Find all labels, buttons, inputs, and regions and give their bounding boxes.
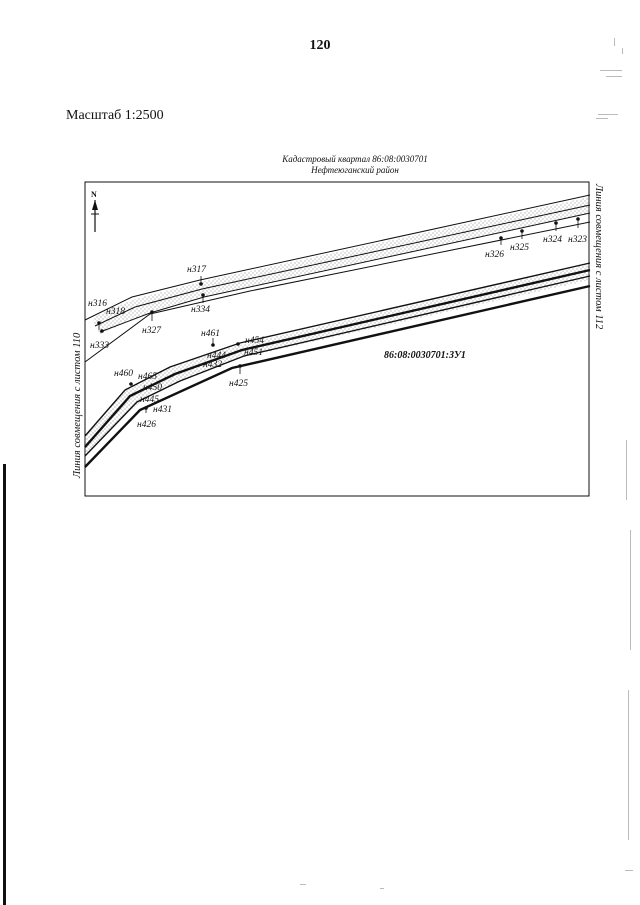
point-label-n450: н450 <box>143 383 162 393</box>
point-label-n465: н465 <box>138 372 157 382</box>
marker-n460 <box>129 382 133 386</box>
upper-corridor-fill <box>92 197 590 334</box>
point-label-n327: н327 <box>142 326 161 336</box>
page-number: 120 <box>309 38 331 53</box>
point-label-n324: н324 <box>543 235 562 245</box>
point-label-n425: н425 <box>229 379 248 389</box>
right-sheet-label: Линия совмещения с листом 112 <box>593 184 604 330</box>
point-label-n445: н445 <box>140 395 159 405</box>
point-label-n454: н454 <box>245 336 264 346</box>
scan-noise <box>300 38 633 889</box>
left-sheet-label: Линия совмещения с листом 110 <box>72 332 83 478</box>
marker-n454 <box>236 342 240 346</box>
point-label-n318: н318 <box>106 307 125 317</box>
north-label: N <box>91 190 97 199</box>
point-label-n461: н461 <box>201 329 220 339</box>
point-label-n334: н334 <box>191 305 210 315</box>
point-label-n426: н426 <box>137 420 156 430</box>
point-label-n326: н326 <box>485 250 504 260</box>
point-label-n316: н316 <box>88 299 107 309</box>
north-arrow-icon <box>91 200 99 232</box>
point-label-n325: н325 <box>510 243 529 253</box>
upper-line-3 <box>100 213 590 332</box>
upper-corridor <box>85 195 590 362</box>
point-label-n444: н444 <box>207 351 226 361</box>
scale-label: Масштаб 1:2500 <box>66 108 164 123</box>
point-label-n333: н333 <box>90 341 109 351</box>
map-title-line-2: Нефтеюганский район <box>311 165 399 175</box>
point-label-n460: н460 <box>114 369 133 379</box>
marker-n333 <box>100 329 104 333</box>
scan-margin-bar <box>3 464 6 905</box>
point-label-n323: н323 <box>568 235 587 245</box>
point-label-n451: н451 <box>244 348 263 358</box>
block-label: 86:08:0030701:ЗУ1 <box>384 350 466 361</box>
point-label-n432: н432 <box>203 360 222 370</box>
map-title-line-1: Кадастровый квартал 86:08:0030701 <box>282 154 428 164</box>
point-label-n317: н317 <box>187 265 206 275</box>
point-label-n431: н431 <box>153 405 172 415</box>
